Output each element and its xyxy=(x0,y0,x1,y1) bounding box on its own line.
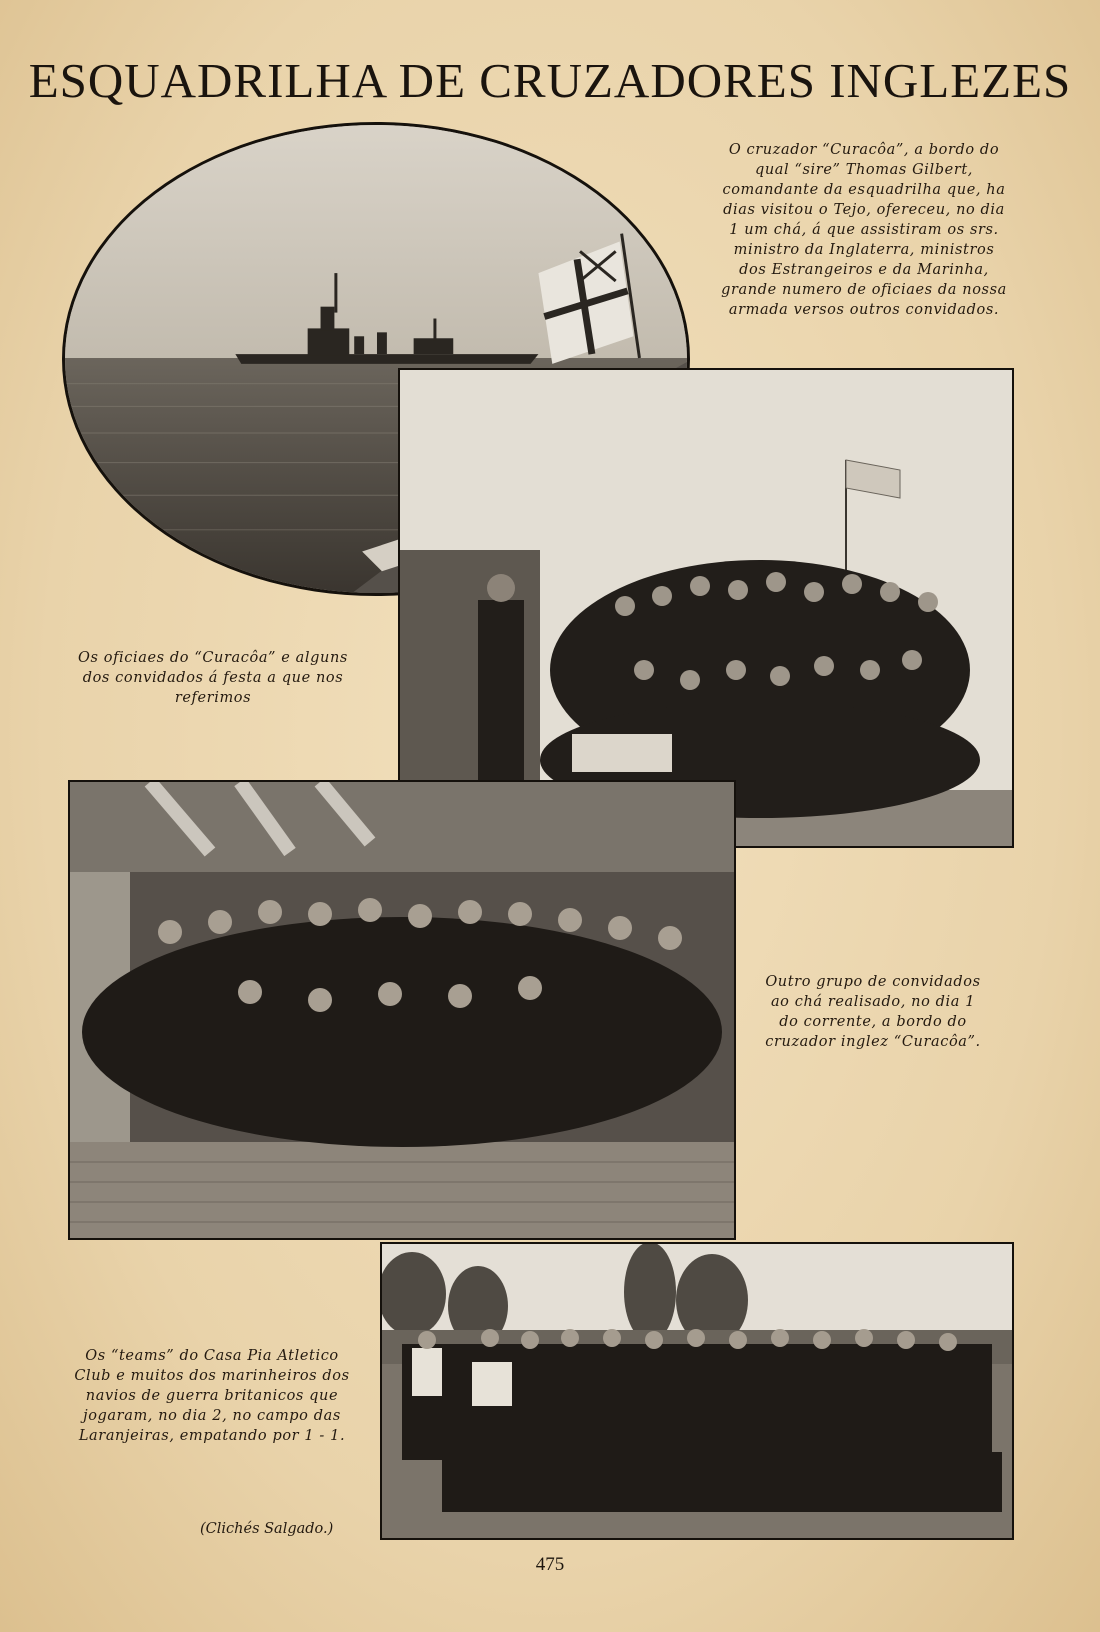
caption-guests: Outro grupo de convidados ao chá realisado, no dia 1 do corrente, a bordo do cruzador inglez “Curacôa”. xyxy=(765,974,981,1050)
photo-officers-group xyxy=(398,368,1014,848)
page-title: ESQUADRILHA DE CRUZADORES INGLEZES xyxy=(28,53,1072,108)
photo-guests-deck xyxy=(68,780,736,1240)
caption-cruiser: O cruzador “Curacôa”, a bordo do qual “sire” Thomas Gilbert, comandante da esquadrilha que, ha dias visitou o Tejo, ofereceu, no dia 1 um chá, á que assistiram os srs. ministro da Inglaterra, ministros dos Estrangeiros e da Marinha, grande numero de oficiaes da nossa armada versos outros convidados. xyxy=(721,142,1007,318)
caption-football: Os “teams” do Casa Pia Atletico Club e muitos dos marinheiros dos navios de guerra britanicos que jogaram, no dia 2, no campo das Laranjeiras, empatando por 1 - 1. xyxy=(74,1348,350,1444)
page-number: 475 xyxy=(535,1554,565,1575)
photo-credit: (Clichés Salgado.) xyxy=(200,1521,334,1537)
photo-football-teams xyxy=(380,1242,1014,1540)
caption-officers: Os oficiaes do “Curacôa” e alguns dos convidados á festa a que nos referimos xyxy=(78,650,348,706)
